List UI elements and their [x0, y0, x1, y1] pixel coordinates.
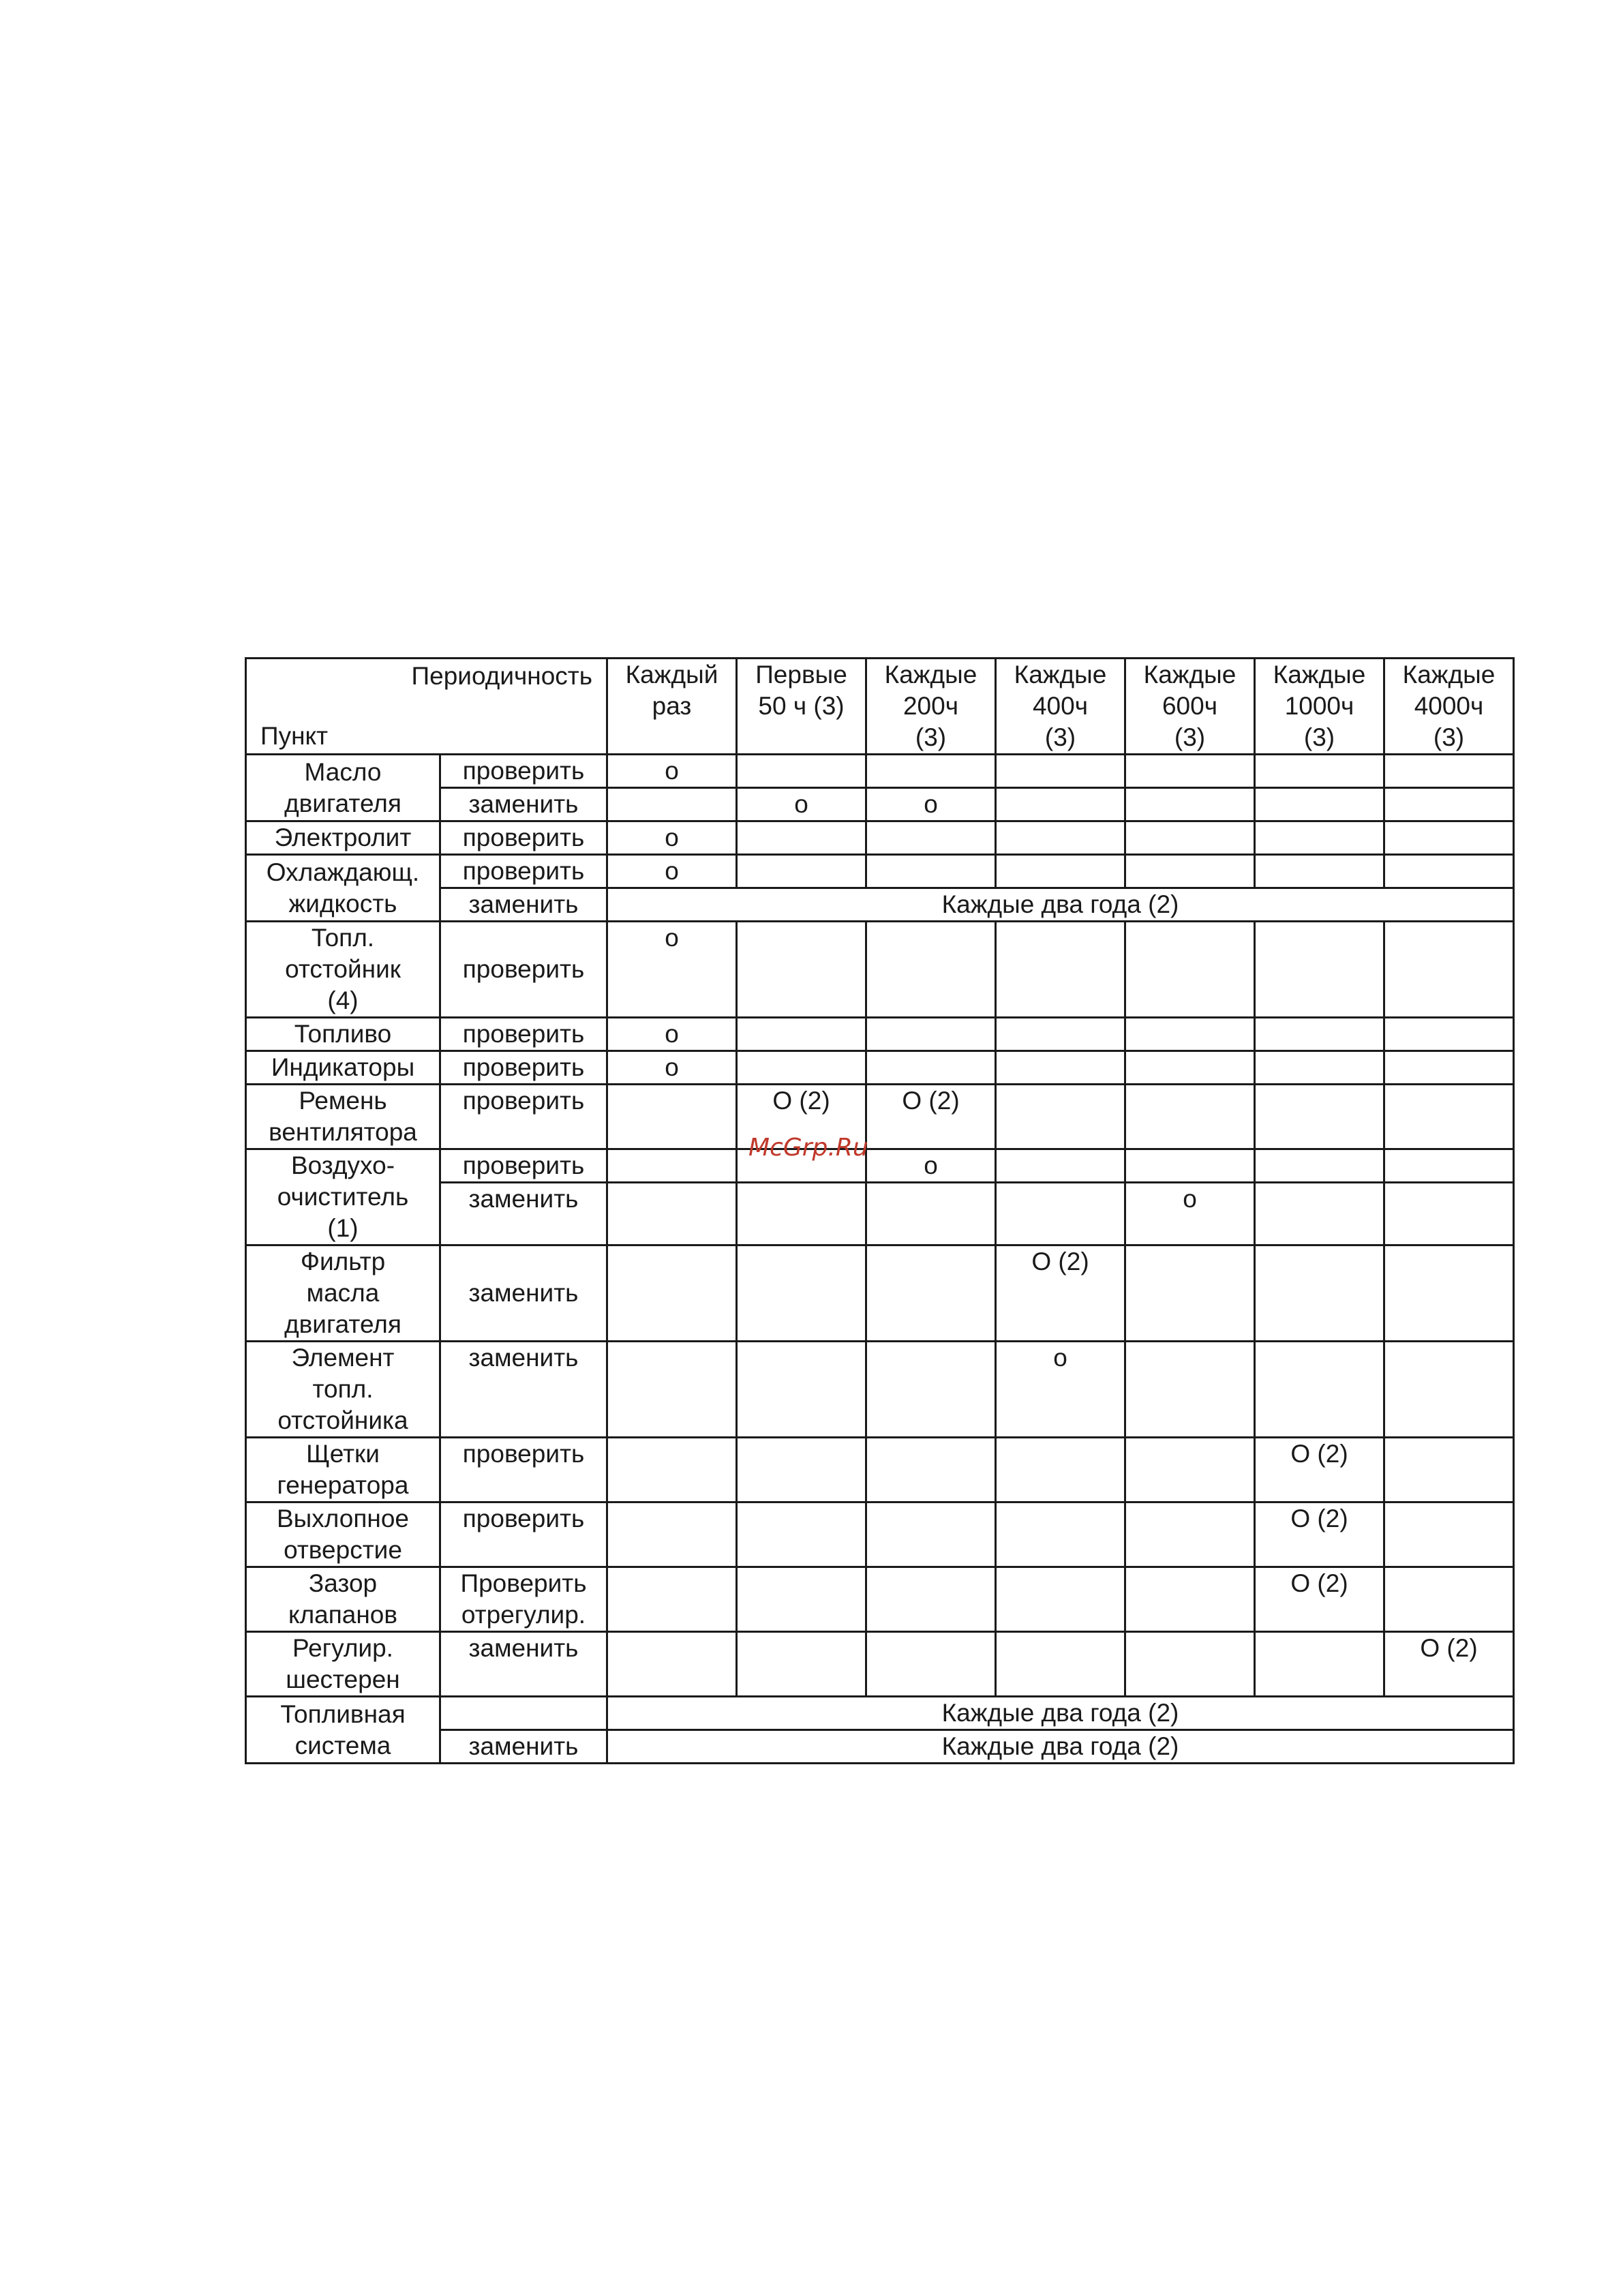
interval-header: Каждые 200ч (3) [866, 659, 996, 755]
interval-header: Каждые 400ч (3) [996, 659, 1125, 755]
action-cell: заменить [440, 1342, 607, 1438]
header-corner-cell [246, 659, 607, 755]
item-cell: Ремень вентилятора [246, 1085, 440, 1149]
action-cell: проверить [440, 755, 607, 788]
action-cell: заменить [440, 888, 607, 922]
span-note-cell: Каждые два года (2) [607, 888, 1514, 922]
table-row [246, 1697, 1514, 1730]
item-cell: Зазор клапанов [246, 1567, 440, 1632]
item-cell: Топл. отстойник (4) [246, 922, 440, 1018]
action-cell: проверить [440, 1438, 607, 1502]
mark-cell: O (2) [1384, 1632, 1514, 1697]
action-cell: заменить [440, 788, 607, 821]
action-cell: проверить [440, 1502, 607, 1567]
action-cell: проверить [440, 1051, 607, 1085]
action-cell: проверить [440, 855, 607, 888]
item-cell: Индикаторы [246, 1051, 440, 1085]
interval-header: Каждый раз [607, 659, 737, 755]
mark-cell: o [607, 922, 737, 1018]
mark-cell: o [737, 788, 866, 821]
action-cell: проверить [440, 821, 607, 855]
action-cell: заменить [440, 1632, 607, 1697]
mark-cell: o [607, 1018, 737, 1051]
table-row [246, 1567, 1514, 1632]
mark-cell: o [607, 755, 737, 788]
interval-header: Каждые 1000ч (3) [1255, 659, 1384, 755]
periodicity-label: Периодичность [411, 662, 592, 690]
item-cell: Топливо [246, 1018, 440, 1051]
mark-cell: O (2) [866, 1085, 996, 1149]
table-row [246, 1085, 1514, 1149]
action-cell: заменить [440, 1730, 607, 1764]
action-cell: проверить [440, 922, 607, 1018]
item-cell: Элемент топл. отстойника [246, 1342, 440, 1438]
item-cell: Воздухо- очиститель (1) [246, 1149, 440, 1245]
table-row [246, 1245, 1514, 1342]
action-cell: проверить [440, 1149, 607, 1183]
mark-cell: o [866, 788, 996, 821]
table-row [246, 755, 1514, 788]
table-row [246, 1632, 1514, 1697]
item-cell: Охлаждающ. жидкость [246, 855, 440, 922]
mark-cell: O (2) [1255, 1438, 1384, 1502]
action-cell: проверить [440, 1085, 607, 1149]
table-row [246, 1502, 1514, 1567]
table-row [246, 1051, 1514, 1085]
mark-cell: O (2) [1255, 1567, 1384, 1632]
watermark-text: McGrp.Ru [748, 1134, 868, 1162]
table-row [246, 922, 1514, 1018]
table-row [246, 1018, 1514, 1051]
action-cell: Проверить отрегулир. [440, 1567, 607, 1632]
action-cell: проверить [440, 1018, 607, 1051]
mark-cell: o [607, 821, 737, 855]
header-row [246, 659, 1514, 755]
item-cell: Электролит [246, 821, 440, 855]
item-cell: Выхлопное отверстие [246, 1502, 440, 1567]
mark-cell: o [607, 855, 737, 888]
span-note-cell: Каждые два года (2) [607, 1730, 1514, 1764]
interval-header: Каждые 600ч (3) [1125, 659, 1255, 755]
interval-header: Каждые 4000ч (3) [1384, 659, 1514, 755]
table-row [246, 1149, 1514, 1183]
span-note-cell: Каждые два года (2) [607, 1697, 1514, 1730]
mark-cell: o [1125, 1183, 1255, 1245]
action-cell: заменить [440, 1183, 607, 1245]
item-cell: Щетки генератора [246, 1438, 440, 1502]
mark-cell: o [866, 1149, 996, 1183]
mark-cell: o [607, 1051, 737, 1085]
interval-header: Первые 50 ч (3) [737, 659, 866, 755]
action-cell: заменить [440, 1245, 607, 1342]
maintenance-schedule-table [245, 657, 1515, 1764]
table-row [246, 821, 1514, 855]
item-cell: Регулир. шестерен [246, 1632, 440, 1697]
mark-cell: O (2) [1255, 1502, 1384, 1567]
table-row [246, 855, 1514, 888]
table-row [246, 1342, 1514, 1438]
mark-cell: o [996, 1342, 1125, 1438]
item-cell: Фильтр масла двигателя [246, 1245, 440, 1342]
mark-cell: O (2) [737, 1085, 866, 1149]
item-label: Пункт [260, 722, 329, 750]
mark-cell: O (2) [996, 1245, 1125, 1342]
item-cell: Топливная система [246, 1697, 440, 1764]
table-row [246, 1438, 1514, 1502]
item-cell: Масло двигателя [246, 755, 440, 821]
